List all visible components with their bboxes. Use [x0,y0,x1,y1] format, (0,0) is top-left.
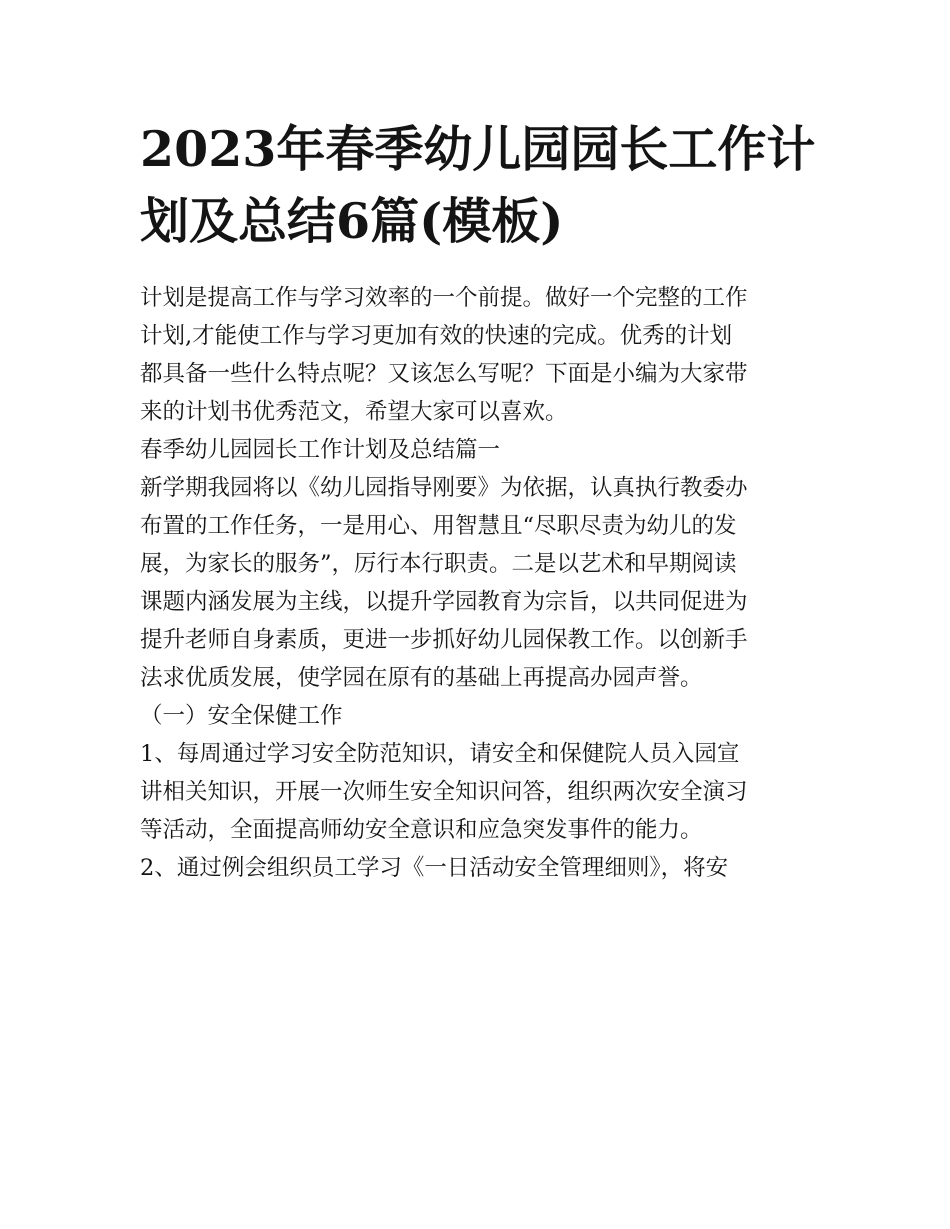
plan-overview-paragraph: 新学期我园将以《幼儿园指导刚要》为依据，认真执行教委办 布置的工作任务，一是用心、用智慧且“尽职尽责为幼儿的发 展，为家长的服务”，厉行本行职责。二是以艺术和早期阅读 课题内涵发展为主线，以提升学园教育为宗旨，以共同促进为 提升老师自身素质，更进一步抓好幼儿园保教工作。以创新手 法求优质发展，使学园在原有的基础上再提高办园声誉。 [140,475,748,691]
safety-item-1: 1、每周通过学习安全防范知识，请安全和保健院人员入园宣 讲相关知识，开展一次师生安全知识问答，组织两次安全演习 等活动，全面提高师幼安全意识和应急突发事件的能力。 [140,741,748,843]
intro-paragraph: 计划是提高工作与学习效率的一个前提。做好一个完整的工作 计划,才能使工作与学习更加有效的快速的完成。优秀的计划 都具备一些什么特点呢？又该怎么写呢？下面是小编为大家带 来的计划书优秀范文，希望大家可以喜欢。 [140,285,748,425]
subsection-heading-safety: （一）安全保健工作 [140,703,343,729]
document-body [140,279,816,887]
safety-item-2: 2、通过例会组织员工学习《一日活动安全管理细则》，将安 [140,855,729,881]
document-title: 2023年春季幼儿园园长工作计 划及总结6篇(模板) [140,120,816,250]
section-heading-part-one: 春季幼儿园园长工作计划及总结篇一 [140,437,501,463]
document-content [140,113,816,887]
